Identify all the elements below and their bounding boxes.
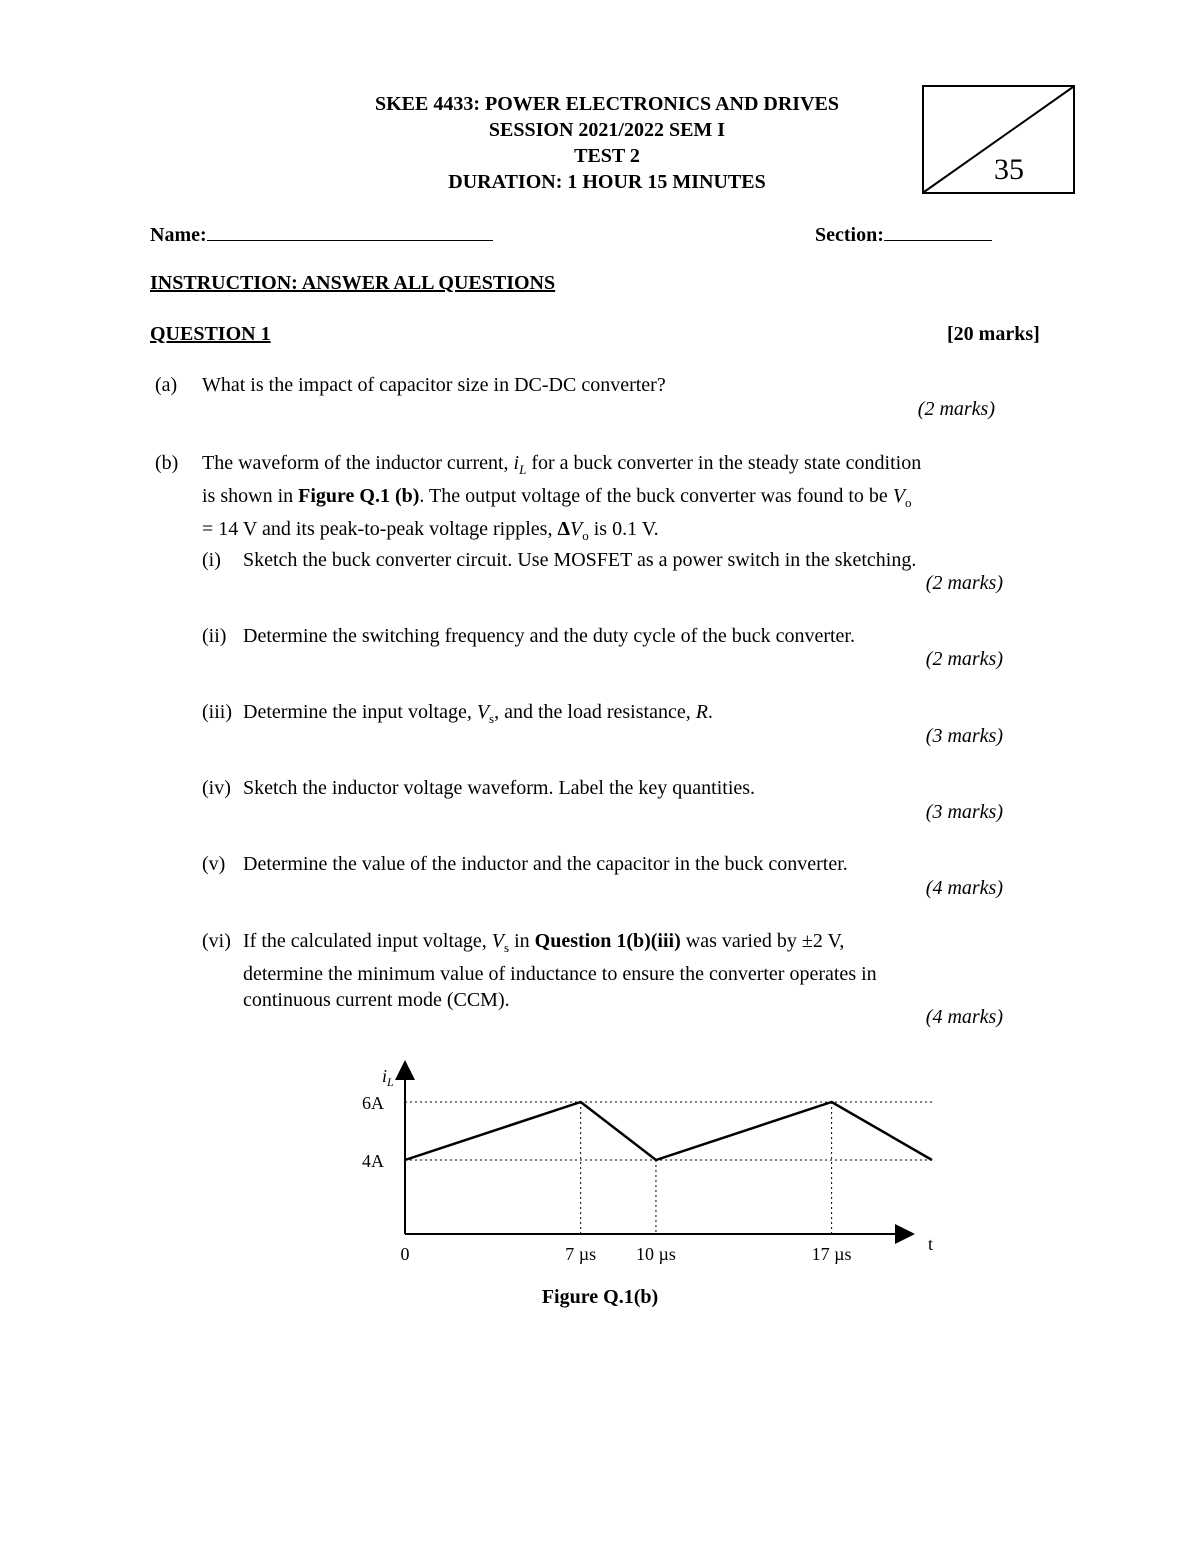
part-b-text-6: is 0.1 V. bbox=[588, 518, 659, 540]
x-tick-0: 0 bbox=[400, 1244, 410, 1264]
part-b-text-4: . The output voltage of the buck converter was found to be bbox=[419, 485, 893, 507]
part-b-text-3: is shown in bbox=[202, 485, 299, 507]
part-b-text-1: The waveform of the inductor current, bbox=[202, 452, 514, 474]
question-1-title: QUESTION 1 bbox=[150, 323, 271, 345]
part-b-label: (b) bbox=[155, 452, 179, 474]
item-iii-text-1: Determine the input voltage, bbox=[243, 701, 477, 723]
part-a-marks: (2 marks) bbox=[917, 398, 995, 420]
x-tick-3: 17 µs bbox=[811, 1244, 852, 1264]
name-field[interactable] bbox=[150, 222, 493, 247]
delta-symbol: Δ bbox=[557, 518, 571, 540]
delta-vo-subscript: o bbox=[582, 528, 589, 543]
figure-caption: Figure Q.1(b) bbox=[541, 1286, 659, 1308]
y-axis-label: $i_L$ bbox=[382, 1066, 394, 1089]
vo-symbol: V bbox=[892, 485, 906, 507]
part-b-line-2 bbox=[202, 483, 1022, 516]
part-a-text: What is the impact of capacitor size in DC-DC converter? bbox=[202, 374, 666, 396]
section-blank[interactable] bbox=[884, 222, 992, 241]
part-b-line-3 bbox=[202, 516, 1022, 549]
vi-vs-symbol: V bbox=[491, 930, 505, 952]
item-i-marks: (2 marks) bbox=[925, 572, 1003, 594]
score-value: 35 bbox=[994, 153, 1024, 186]
item-vi-marks: (4 marks) bbox=[925, 1006, 1003, 1028]
item-vi-line-1 bbox=[243, 928, 1023, 961]
il-subscript: L bbox=[519, 462, 527, 477]
item-vi-text-1: If the calculated input voltage, bbox=[243, 930, 492, 952]
test-line: TEST 2 bbox=[574, 145, 640, 167]
score-box bbox=[922, 85, 1075, 194]
item-v-label: (v) bbox=[202, 853, 226, 875]
name-blank[interactable] bbox=[207, 222, 493, 241]
inductor-current-chart bbox=[340, 1060, 960, 1280]
item-iii-text bbox=[243, 699, 713, 732]
item-iv-text: Sketch the inductor voltage waveform. Label the key quantities. bbox=[243, 777, 756, 799]
item-v-text: Determine the value of the inductor and the capacitor in the buck converter. bbox=[243, 853, 848, 875]
item-vi-label: (vi) bbox=[202, 930, 231, 952]
session-line: SESSION 2021/2022 SEM I bbox=[488, 119, 726, 141]
item-i-text: Sketch the buck converter circuit. Use MOSFET as a power switch in the sketching. bbox=[243, 549, 917, 571]
item-i-label: (i) bbox=[202, 549, 221, 571]
r-symbol: R bbox=[695, 701, 708, 723]
figure-reference: Figure Q.1 (b) bbox=[298, 485, 420, 507]
item-v-marks: (4 marks) bbox=[925, 877, 1003, 899]
duration-line: DURATION: 1 HOUR 15 MINUTES bbox=[448, 171, 766, 193]
question-reference: Question 1(b)(iii) bbox=[534, 930, 681, 952]
y-tick-labels bbox=[362, 1093, 384, 1171]
item-iii-text-3: . bbox=[707, 701, 713, 723]
part-b-line-1 bbox=[202, 450, 1022, 483]
item-vi-text-2: in bbox=[509, 930, 535, 952]
section-label: Section: bbox=[815, 224, 884, 246]
item-iv-marks: (3 marks) bbox=[925, 801, 1003, 823]
item-iii-marks: (3 marks) bbox=[925, 725, 1003, 747]
section-field[interactable] bbox=[815, 222, 992, 247]
grid-lines bbox=[405, 1102, 932, 1234]
part-b-text bbox=[202, 450, 1022, 549]
y-tick-6a: 6A bbox=[362, 1093, 384, 1113]
x-axis-label: t bbox=[928, 1234, 934, 1254]
item-ii-marks: (2 marks) bbox=[925, 648, 1003, 670]
item-ii-text: Determine the switching frequency and the duty cycle of the buck converter. bbox=[243, 625, 855, 647]
vs-symbol: V bbox=[476, 701, 490, 723]
y-tick-4a: 4A bbox=[362, 1151, 384, 1171]
inductor-current-waveform bbox=[405, 1102, 932, 1160]
question-1-total-marks: [20 marks] bbox=[947, 323, 1040, 345]
item-iii-label: (iii) bbox=[202, 701, 232, 723]
part-a-label: (a) bbox=[155, 374, 178, 396]
item-vi-line-3: continuous current mode (CCM). bbox=[243, 989, 510, 1011]
vi-vs-subscript: s bbox=[504, 940, 510, 955]
vs-subscript: s bbox=[489, 711, 495, 726]
x-tick-labels bbox=[401, 1244, 852, 1264]
part-b-text-2: for a buck converter in the steady state condition bbox=[526, 452, 922, 474]
course-title: SKEE 4433: POWER ELECTRONICS AND DRIVES bbox=[375, 93, 839, 115]
item-ii-label: (ii) bbox=[202, 625, 227, 647]
name-label: Name: bbox=[150, 224, 207, 246]
item-vi-text bbox=[243, 928, 1023, 1013]
delta-vo-symbol: V bbox=[570, 518, 583, 540]
il-symbol: i bbox=[513, 452, 520, 474]
x-tick-1: 7 µs bbox=[565, 1244, 597, 1264]
vo-subscript: o bbox=[905, 495, 912, 510]
item-iii-text-2: , and the load resistance, bbox=[494, 701, 696, 723]
item-vi-text-3: was varied by ±2 V, bbox=[680, 930, 845, 952]
instruction: INSTRUCTION: ANSWER ALL QUESTIONS bbox=[150, 272, 556, 294]
figure-q1b bbox=[340, 1060, 960, 1280]
item-vi-line-2: determine the minimum value of inductance to ensure the converter operates in bbox=[243, 963, 877, 985]
part-b-text-5: = 14 V and its peak-to-peak voltage ripples, bbox=[202, 518, 558, 540]
x-tick-2: 10 µs bbox=[636, 1244, 676, 1264]
item-iv-label: (iv) bbox=[202, 777, 231, 799]
